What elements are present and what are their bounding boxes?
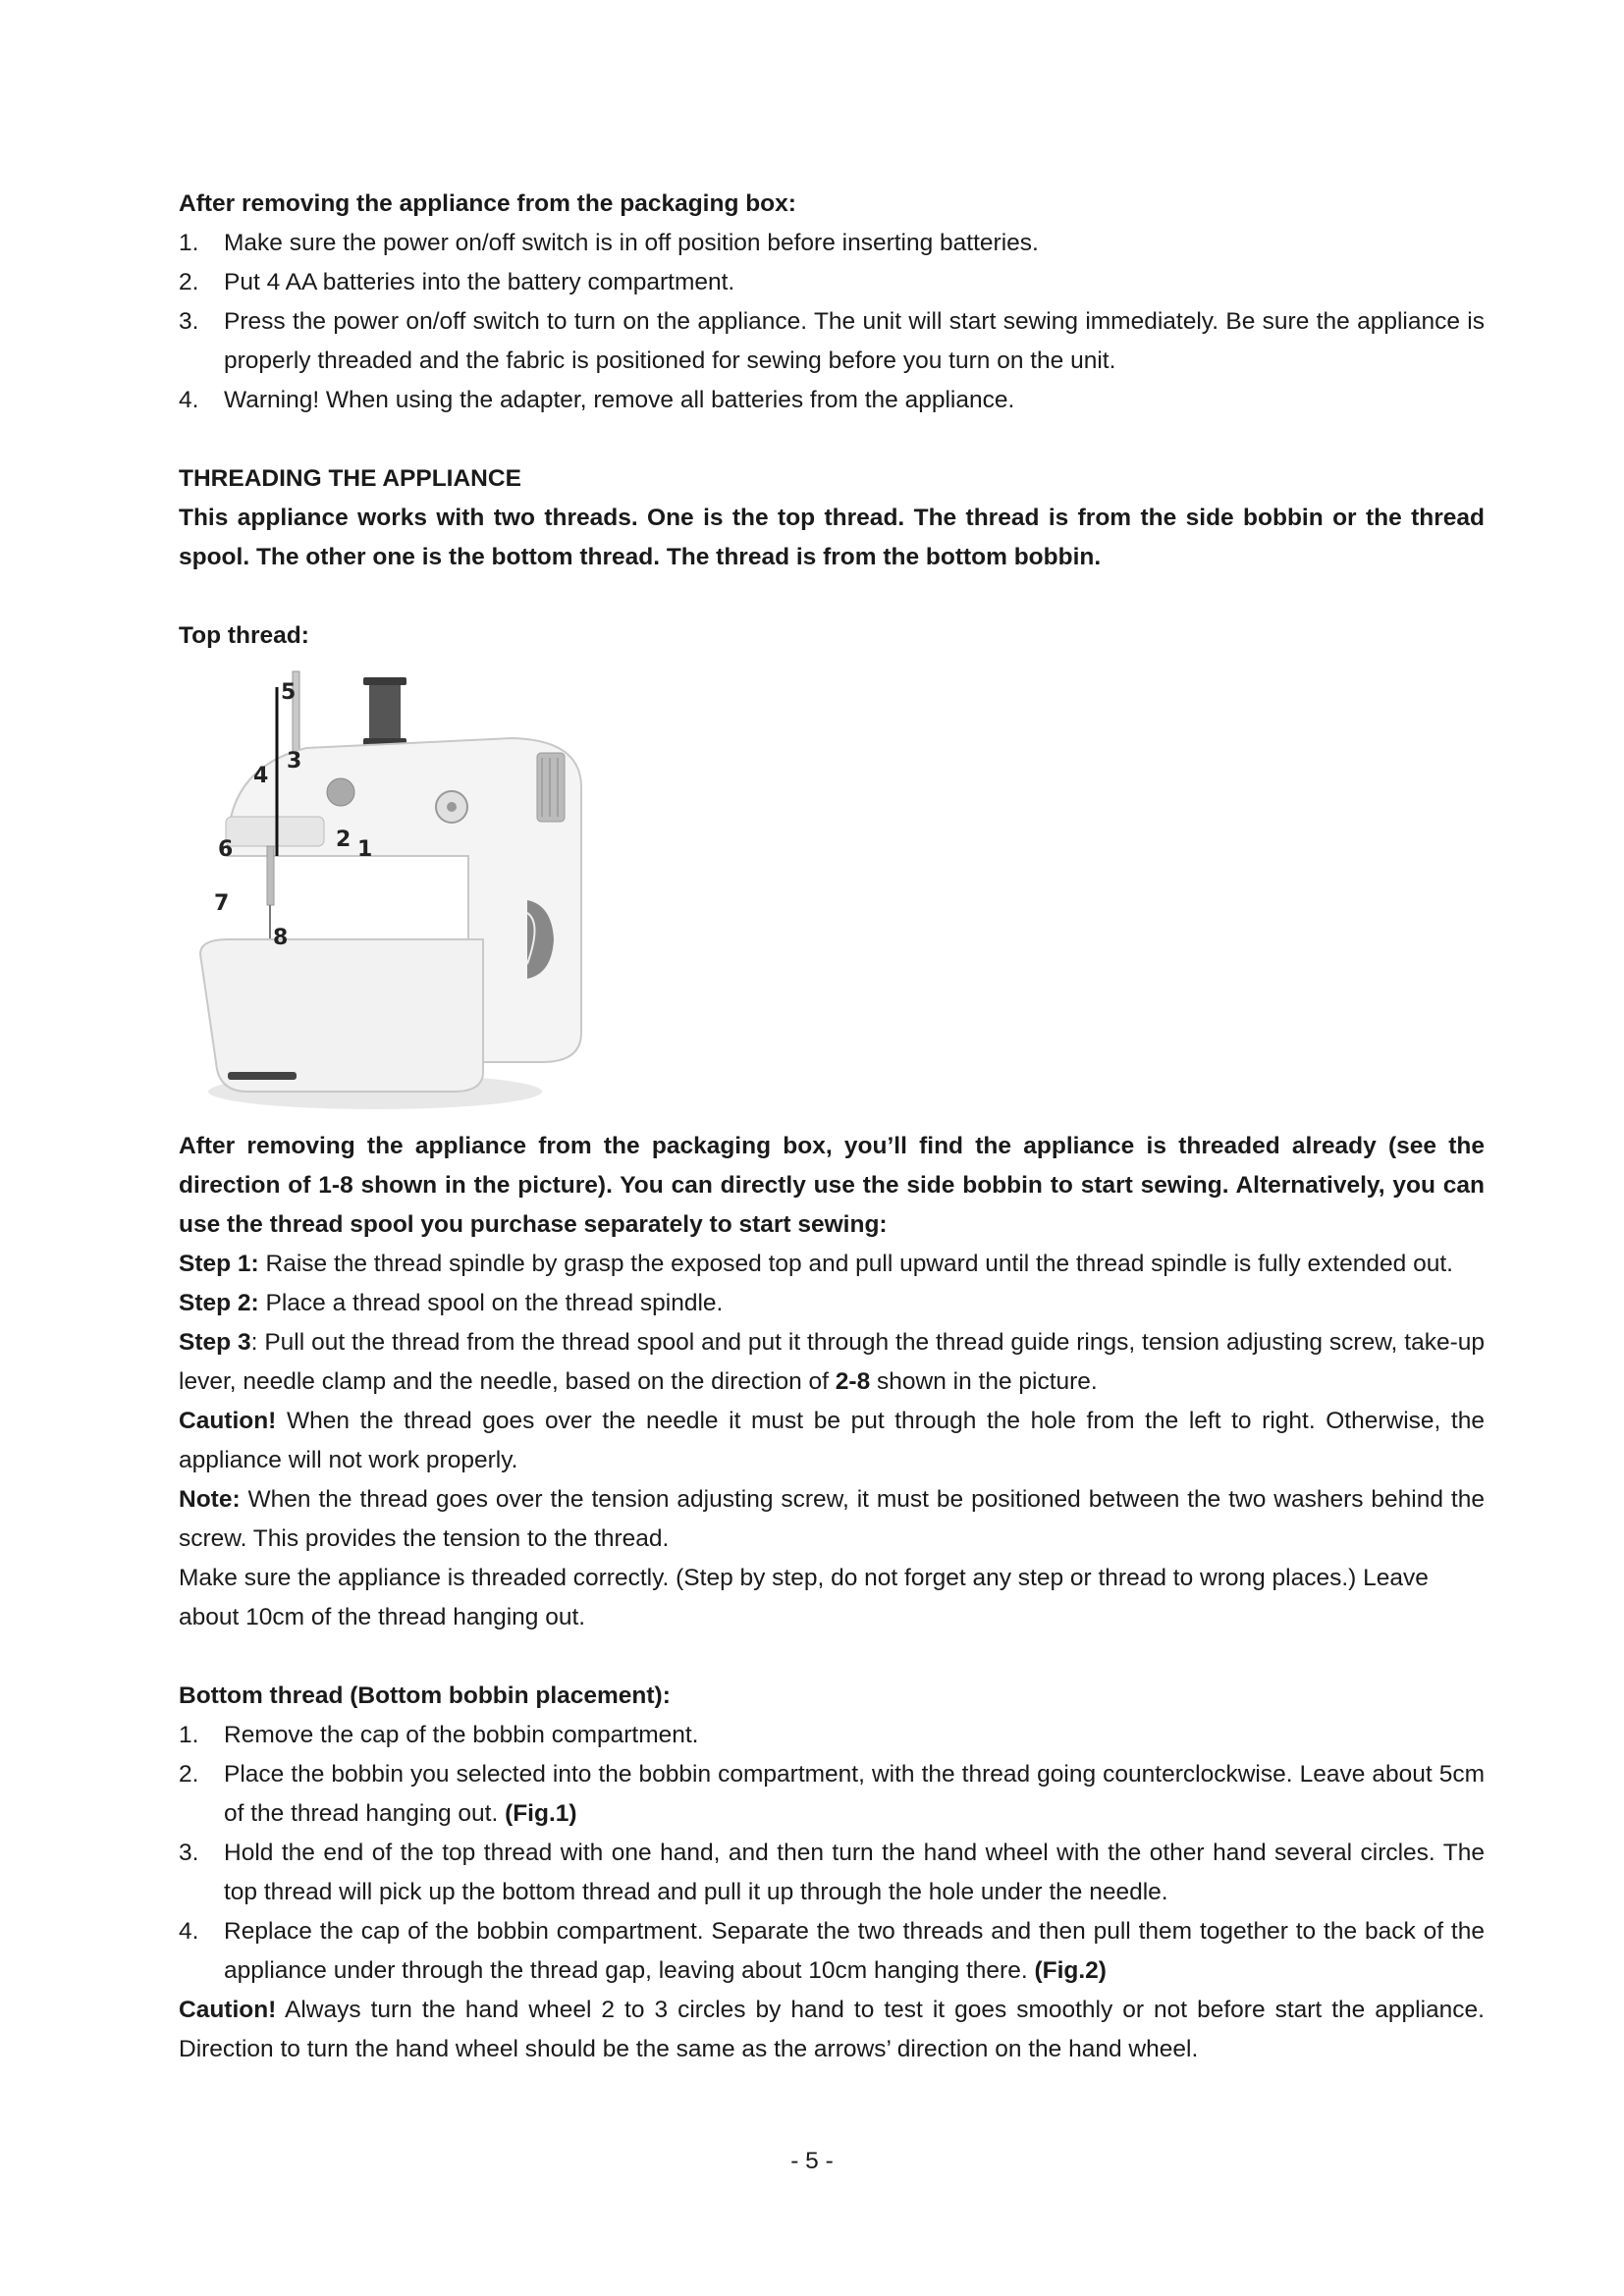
list-item [179, 302, 1485, 381]
list-text: Make sure the power on/off switch is in off position before inserting batteries. [224, 230, 1039, 256]
page-content [179, 185, 1485, 2069]
list-number: 1. [179, 1722, 199, 1748]
caution-text: Always turn the hand wheel 2 to 3 circles by hand to test it goes smoothly or not before start the appliance. Direction to turn the hand wheel should be the same as the arrows’ direction on the hand wheel. [179, 1997, 1485, 2062]
list-text: Remove the cap of the bobbin compartment. [224, 1722, 699, 1748]
after-figure-text: After removing the appliance from the packaging box, you’ll find the appliance is threaded already (see the direction of 1-8 shown in the picture). You can directly use the side bobbin to start sewing. Alternatively, you can use the thread spool you purchase separately to start sewing: [179, 1133, 1485, 1238]
unpacking-list [179, 224, 1485, 420]
step-2-text: Place a thread spool on the thread spindle. [258, 1290, 724, 1316]
step-2 [179, 1284, 1485, 1323]
list-number: 1. [179, 230, 199, 256]
list-text: Hold the end of the top thread with one hand, and then turn the hand wheel with the other hand several circles. The top thread will pick up the bottom thread and pull it up through the hole under the needle. [224, 1840, 1485, 1905]
figure-label-4: 4 [253, 764, 269, 788]
sewing-machine-figure [189, 660, 601, 1121]
step-3-text: : Pull out the thread from the thread spool and put it through the thread guide rings, tension adjusting screw, take-up lever, needle clamp and the needle, based on the direction of [179, 1329, 1485, 1395]
figure-ref: (Fig.2) [1034, 1957, 1107, 1984]
list-text: Press the power on/off switch to turn on the appliance. The unit will start sewing immediately. Be sure the appliance is properly threaded and the fabric is positioned for sewing before you turn on the unit. [224, 308, 1485, 374]
caution-1 [179, 1402, 1485, 1480]
make-sure-text: Make sure the appliance is threaded correctly. (Step by step, do not forget any step or thread to wrong places.) Leave about 10cm of the thread hanging out. [179, 1565, 1429, 1630]
figure-label-8: 8 [273, 926, 289, 950]
threading-intro: This appliance works with two threads. One is the top thread. The thread is from the side bobbin or the thread spool. The other one is the bottom thread. The thread is from the bottom bobbin. [179, 505, 1485, 570]
list-number: 3. [179, 1840, 199, 1866]
note-text: When the thread goes over the tension adjusting screw, it must be positioned between the two washers behind the screw. This provides the tension to the thread. [179, 1486, 1485, 1552]
list-item [179, 224, 1485, 263]
list-number: 4. [179, 387, 199, 413]
bottom-thread-heading: Bottom thread (Bottom bobbin placement): [179, 1682, 671, 1709]
step-1-label: Step 1: [179, 1251, 259, 1277]
step-3-label: Step 3 [179, 1329, 251, 1356]
caution-2 [179, 1991, 1485, 2069]
step-2-label: Step 2: [179, 1290, 259, 1316]
step-3-bold: 2-8 [835, 1368, 871, 1395]
threading-heading: THREADING THE APPLIANCE [179, 465, 521, 492]
list-item [179, 1716, 1485, 1755]
figure-label-7: 7 [214, 891, 230, 916]
list-number: 2. [179, 269, 199, 295]
list-text: Warning! When using the adapter, remove all batteries from the appliance. [224, 387, 1015, 413]
section-heading-unpacking: After removing the appliance from the packaging box: [179, 190, 796, 217]
list-text: Put 4 AA batteries into the battery compartment. [224, 269, 735, 295]
figure-ref: (Fig.1) [505, 1800, 577, 1827]
step-3 [179, 1323, 1485, 1402]
list-item [179, 1912, 1485, 1991]
note-label: Note: [179, 1486, 241, 1513]
list-text: Place the bobbin you selected into the bobbin compartment, with the thread going counterclockwise. Leave about 5cm of the thread hanging out. [224, 1761, 1485, 1827]
step-1-text: Raise the thread spindle by grasp the exposed top and pull upward until the thread spindle is fully extended out. [258, 1251, 1453, 1277]
caution-label: Caution! [179, 1997, 277, 2023]
list-item [179, 263, 1485, 302]
figure-label-6: 6 [218, 837, 234, 862]
list-number: 2. [179, 1761, 199, 1788]
figure-label-1: 1 [357, 837, 373, 862]
step-3-text-end: shown in the picture. [870, 1368, 1098, 1395]
list-number: 4. [179, 1918, 199, 1945]
step-1 [179, 1245, 1485, 1284]
note [179, 1480, 1485, 1559]
list-number: 3. [179, 308, 199, 335]
figure-label-2: 2 [336, 828, 352, 852]
list-item [179, 381, 1485, 420]
list-item [179, 1755, 1485, 1834]
bottom-thread-list [179, 1716, 1485, 1991]
caution-label: Caution! [179, 1408, 277, 1434]
caution-text: When the thread goes over the needle it must be put through the hole from the left to right. Otherwise, the appliance will not work properly. [179, 1408, 1485, 1473]
list-item [179, 1834, 1485, 1912]
top-thread-heading: Top thread: [179, 622, 309, 649]
list-text: Replace the cap of the bobbin compartment. Separate the two threads and then pull them together to the back of the appliance under through the thread gap, leaving about 10cm hanging there. [224, 1918, 1485, 1984]
figure-label-5: 5 [281, 680, 297, 705]
page-number: - 5 - [790, 2148, 834, 2174]
figure-label-3: 3 [287, 749, 302, 774]
